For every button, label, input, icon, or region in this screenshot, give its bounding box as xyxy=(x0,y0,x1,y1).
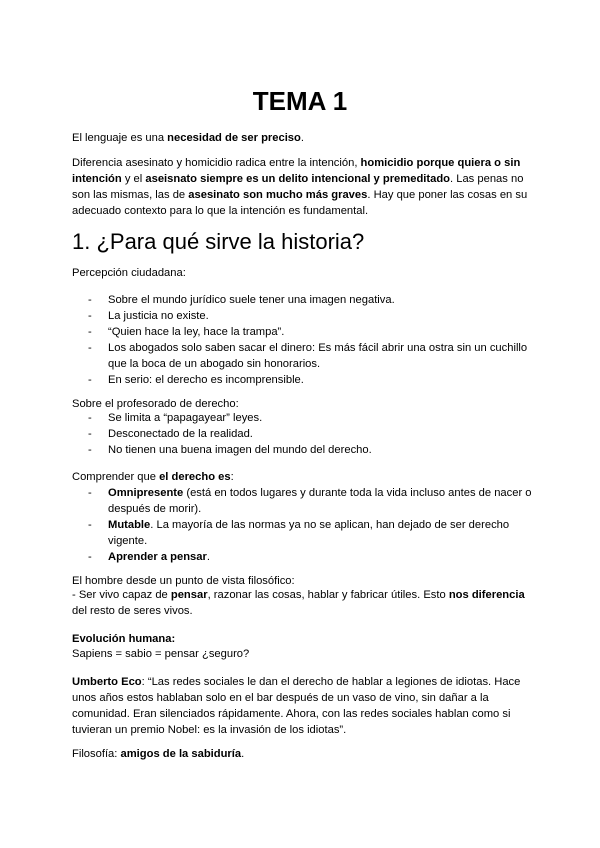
philosophy-text: . xyxy=(241,748,245,760)
list-item: - Se limita a “papagayear” leyes. xyxy=(88,410,532,426)
list-item xyxy=(88,485,532,517)
philosophy-bold: amigos de la sabiduría xyxy=(120,748,242,760)
intro-text: y el xyxy=(121,173,146,185)
list-item: - Los abogados solo saben sacar el dinero: Es más fácil abrir una ostra sin un cuchillo que la boca de un abogado sin honorarios. xyxy=(88,340,532,372)
man-bold: nos diferencia xyxy=(448,589,525,601)
intro-paragraph-2 xyxy=(72,155,532,219)
intro-paragraph-1 xyxy=(72,130,532,146)
item-bold: Aprender a pensar xyxy=(108,551,207,563)
understand-text: : xyxy=(230,471,234,483)
philosophy-text: Filosofía: xyxy=(72,748,121,760)
teachers-list xyxy=(88,410,532,458)
item-text: . xyxy=(206,551,210,563)
understand-list xyxy=(88,485,532,565)
evolution-label xyxy=(72,631,532,647)
eco-paragraph xyxy=(72,674,532,738)
list-item: - “Quien hace la ley, hace la trampa”. xyxy=(88,324,532,340)
understand-label xyxy=(72,469,532,485)
perception-list xyxy=(88,292,532,388)
list-item: - Sobre el mundo jurídico suele tener una imagen negativa. xyxy=(88,292,532,308)
intro-text: . Hay que poner las cosas en su adecuado contexto para lo que la intención es fundamental. xyxy=(72,189,528,217)
page-title: TEMA 1 xyxy=(252,86,348,116)
list-item xyxy=(88,549,532,565)
intro-bold: aseisnato siempre es un delito intencional y premeditado xyxy=(145,173,451,185)
philosophy-line xyxy=(72,746,532,762)
man-line: El hombre desde un punto de vista filosófico: xyxy=(72,575,295,587)
list-item xyxy=(88,517,532,549)
item-bold: Omnipresente xyxy=(108,487,184,499)
list-item: - No tienen una buena imagen del mundo del derecho. xyxy=(88,442,532,458)
evolution-text: Sapiens = sabio = pensar ¿seguro? xyxy=(72,648,250,660)
man-text: - Ser vivo capaz de xyxy=(72,589,171,601)
item-text: . La mayoría de las normas ya no se aplican, han dejado de ser derecho vigente. xyxy=(108,519,510,547)
item-text: (está en todos lugares y durante toda la vida incluso antes de nacer o después de morir). xyxy=(108,487,532,515)
perception-label: Percepción ciudadana: xyxy=(72,267,186,279)
list-item: - En serio: el derecho es incomprensible. xyxy=(88,372,532,388)
intro-bold: necesidad de ser preciso xyxy=(167,132,301,144)
man-paragraph xyxy=(72,587,532,619)
list-item: - La justicia no existe. xyxy=(88,308,532,324)
intro-bold: homicidio porque quiera o sin intención xyxy=(72,157,521,185)
intro-bold: asesinato son mucho más graves xyxy=(188,189,368,201)
list-item: - Desconectado de la realidad. xyxy=(88,426,532,442)
section-heading: 1. ¿Para qué sirve la historia? xyxy=(72,229,365,254)
eco-name: Umberto Eco xyxy=(72,676,142,688)
understand-text: Comprender que xyxy=(72,471,160,483)
man-text: , razonar las cosas, hablar y fabricar útiles. Esto xyxy=(207,589,449,601)
intro-text: El lenguaje es una xyxy=(72,132,168,144)
eco-text: : “Las redes sociales le dan el derecho de hablar a legiones de idiotas. Hace unos años estos hablaban solo en el bar después de un vaso de vino, sin dañar a la comunidad. Eran silenciados rápidamente. Ahora, con las redes sociales hablan como si tuvieran un premio Nobel: es la invasión de los idiotas”. xyxy=(72,676,521,736)
item-bold: Mutable xyxy=(108,519,151,531)
intro-text: Diferencia asesinato y homicidio radica entre la intención, xyxy=(72,157,361,169)
man-bold: pensar xyxy=(170,589,208,601)
intro-text: . Las penas no son las mismas, las de xyxy=(72,173,524,201)
man-text: del resto de seres vivos. xyxy=(72,605,193,617)
teachers-label: Sobre el profesorado de derecho: xyxy=(72,398,239,410)
intro-text: . xyxy=(300,132,304,144)
understand-bold: el derecho es xyxy=(159,471,231,483)
evolution-bold: Evolución humana: xyxy=(72,633,176,645)
